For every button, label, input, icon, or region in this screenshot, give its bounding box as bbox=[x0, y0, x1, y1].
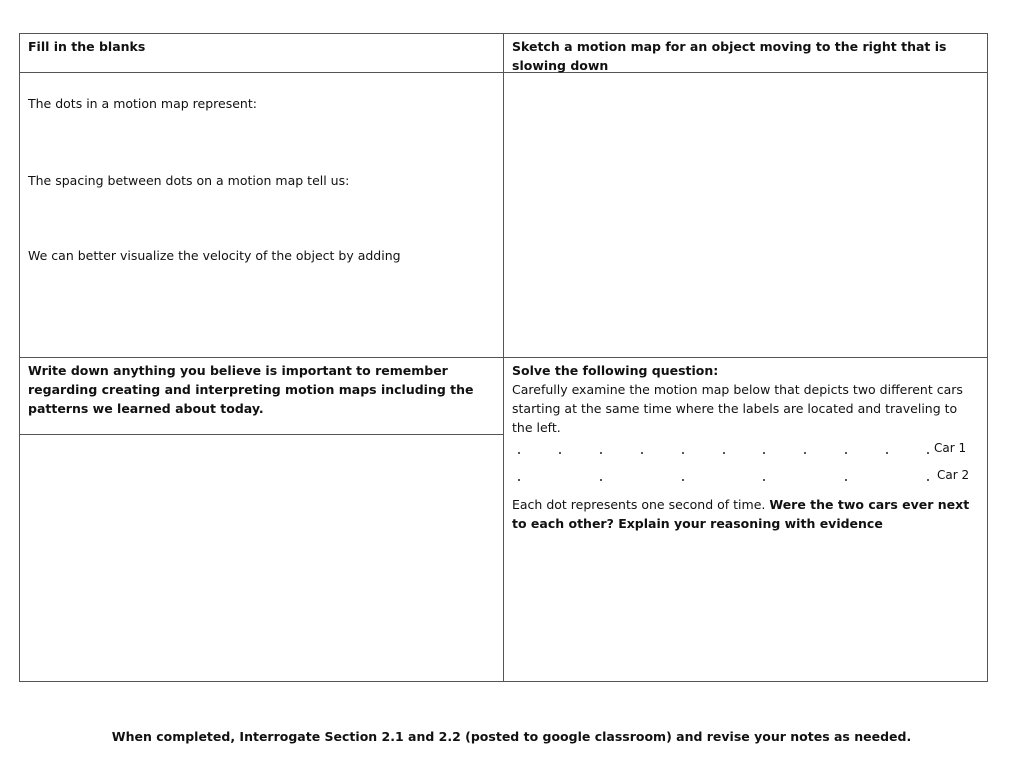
car2-dot bbox=[927, 479, 929, 481]
fill-item-dots: The dots in a motion map represent: bbox=[28, 96, 257, 111]
sketch-header: Sketch a motion map for an object moving to the right that is slowing down bbox=[512, 39, 947, 73]
car1-dot bbox=[804, 452, 806, 454]
notes-header: Write down anything you believe is important to remember regarding creating and interpreting motion maps including the patterns we learned about today. bbox=[28, 363, 474, 416]
explain-bold: Were the two cars ever next to each other? Explain your reasoning with evidence bbox=[512, 497, 970, 531]
car2-dot bbox=[600, 479, 602, 481]
car1-dot bbox=[927, 452, 929, 454]
solve-title: Solve the following question: bbox=[512, 363, 719, 378]
fill-item-spacing: The spacing between dots on a motion map tell us: bbox=[28, 173, 350, 188]
car1-label: Car 1 bbox=[934, 441, 967, 455]
car1-dot bbox=[641, 452, 643, 454]
notes-answer-area[interactable] bbox=[20, 435, 503, 681]
footer-instruction: When completed, Interrogate Section 2.1 and 2.2 (posted to google classroom) and revise your notes as needed. bbox=[111, 729, 912, 744]
car1-dot bbox=[845, 452, 847, 454]
explain-plain: Each dot represents one second of time. bbox=[512, 497, 766, 512]
car2-label: Car 2 bbox=[937, 468, 970, 482]
table-border-right bbox=[987, 33, 988, 682]
car2-dot bbox=[763, 479, 765, 481]
fill-item-velocity: We can better visualize the velocity of the object by adding bbox=[28, 248, 401, 263]
car1-dot bbox=[682, 452, 684, 454]
car1-dot bbox=[723, 452, 725, 454]
car1-dot bbox=[763, 452, 765, 454]
car1-dot bbox=[559, 452, 561, 454]
car2-dot bbox=[682, 479, 684, 481]
car1-dot bbox=[886, 452, 888, 454]
solve-text: Carefully examine the motion map below that depicts two different cars starting at the same time where the labels are located and traveling to the left. bbox=[512, 382, 963, 435]
car1-dot bbox=[600, 452, 602, 454]
car1-dot bbox=[518, 452, 520, 454]
sketch-answer-area[interactable] bbox=[504, 73, 987, 357]
car2-dot bbox=[845, 479, 847, 481]
motion-map bbox=[504, 436, 987, 486]
fill-header: Fill in the blanks bbox=[28, 39, 146, 54]
car2-dot bbox=[518, 479, 520, 481]
explain-text bbox=[504, 492, 987, 536]
